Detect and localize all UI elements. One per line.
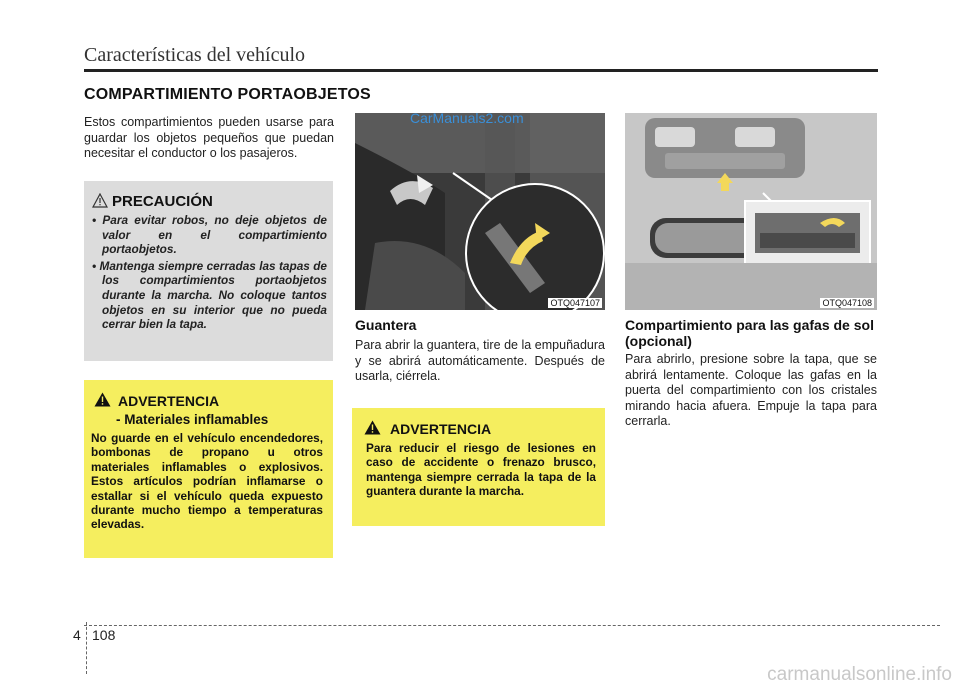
warning-triangle-icon	[94, 392, 111, 407]
glovebox-photo	[355, 113, 605, 310]
top-watermark: CarManuals2.com	[410, 110, 524, 126]
warning-flammable-subtitle: - Materiales inflamables	[116, 412, 269, 427]
sunglass-illustration	[625, 113, 877, 310]
intro-paragraph: Estos compartimientos pueden usarse para guardar los objetos pequeños que puedan necesitar el conductor o los pasajeros.	[84, 115, 334, 160]
sunglass-image-code: OTQ047108	[822, 298, 872, 308]
sunglass-heading: Compartimiento para las gafas de sol (opcional)	[625, 317, 874, 349]
glovebox-text: Para abrir la guantera, tire de la empuñadura y se abrirá automáticamente. Después de usarla, ciérrela.	[355, 338, 605, 383]
caution-triangle-icon	[92, 193, 108, 208]
caution-item: • Mantenga siempre cerradas las tapas de los compartimientos portaobjetos durante la marcha. No coloque tantos objetos en su interior que no pueda cerrar bien la tapa.	[92, 258, 327, 332]
warning-flammable-text: No guarde en el vehículo encendedores, bombonas de propano u otros materiales inflamables o explosivos. Estos artículos podrían inflamarse o estallar si el vehículo queda expuesto durante mucho tiempo a temperaturas elevadas.	[91, 431, 323, 532]
warning-flammable-box	[84, 380, 333, 558]
header-title: Características del vehículo	[84, 44, 306, 66]
caution-list	[90, 213, 327, 334]
header-rule	[84, 69, 878, 72]
sunglass-text: Para abrirlo, presione sobre la tapa, que se abrirá lentamente. Coloque las gafas en la puerta del compartimiento con los cristales mirando hacia afuera. Empuje la tapa para cerrarla.	[625, 352, 877, 428]
footer-rule	[84, 625, 940, 626]
warning-flammable-title: ADVERTENCIA	[118, 393, 220, 409]
warning-triangle-icon	[364, 420, 381, 435]
sunglass-photo	[625, 113, 877, 310]
glovebox-image-code: OTQ047107	[550, 298, 600, 308]
warning-glovebox-box	[352, 408, 605, 526]
glovebox-illustration	[355, 113, 605, 310]
caution-item: • Para evitar robos, no deje objetos de valor en el compartimiento portaobjetos.	[92, 213, 327, 257]
caution-title: PRECAUCIÓN	[112, 193, 213, 210]
footer-divider	[86, 622, 87, 674]
bottom-watermark: carmanualsonline.info	[767, 664, 952, 685]
chapter-number: 4	[73, 627, 81, 643]
warning-glovebox-text: Para reducir el riesgo de lesiones en caso de accidente o frenazo brusco, mantenga siempre cerrada la tapa de la guantera durante la marcha.	[366, 441, 596, 499]
page-number: 108	[92, 627, 116, 643]
warning-glovebox-title: ADVERTENCIA	[390, 421, 492, 437]
section-title: COMPARTIMIENTO PORTAOBJETOS	[84, 86, 371, 103]
caution-box	[84, 181, 333, 361]
glovebox-heading: Guantera	[355, 317, 417, 333]
